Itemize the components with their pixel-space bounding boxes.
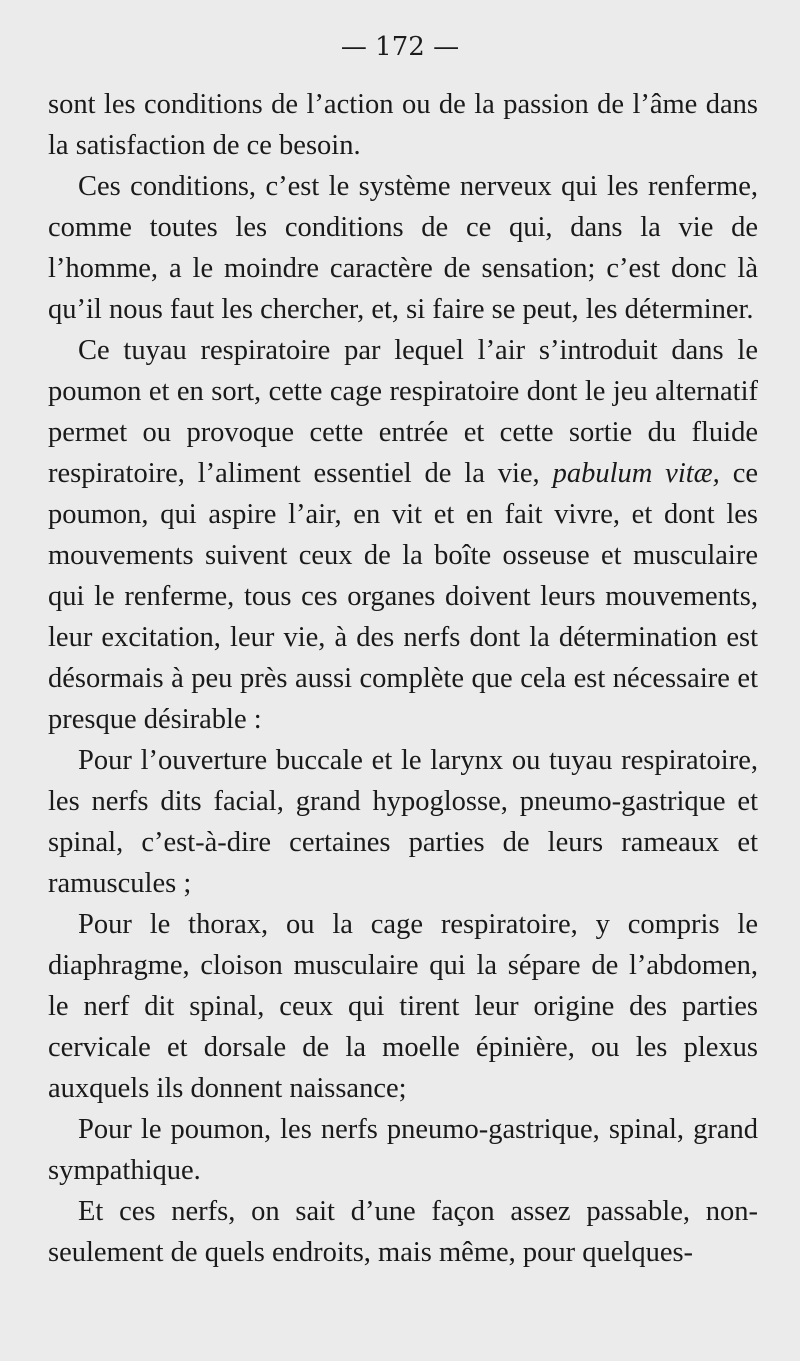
page-number: — 172 — [340,32,460,62]
paragraph-3-text-b: ce poumon, qui aspire l’air, en vit et en fait vivre, et dont les mouvements suivent ceux de la boîte osseuse et musculaire qui le renferme, tous ces organes doivent leurs mouvements, leur excitation, leur vie, à des nerfs dont la détermination est désormais à peu près aussi complète que cela est nécessaire et presque désirable : [48,458,758,735]
paragraph-6: Pour le poumon, les nerfs pneumo-gastrique, spinal, grand sympathique. [48,1114,758,1186]
paragraph-2: Ces conditions, c’est le système nerveux qui les renferme, comme toutes les conditions de ce qui, dans la vie de l’homme, a le moindre caractère de sensation; c’est donc là qu’il nous faut les chercher, et, si faire se peut, les déterminer. [48,171,758,325]
paragraph-3 [48,330,758,740]
paragraph-4: Pour l’ouverture buccale et le larynx ou tuyau respiratoire, les nerfs dits facial, grand hypoglosse, pneumo-gastrique et spinal, c’est-à-dire certaines parties de leurs rameaux et ramuscules ; [48,745,758,899]
paragraph-1: sont les conditions de l’action ou de la passion de l’âme dans la satisfaction de ce besoin. [48,89,758,161]
paragraph-5: Pour le thorax, ou la cage respiratoire, y compris le diaphragme, cloison musculaire qui la sépare de l’abdomen, le nerf dit spinal, ceux qui tirent leur origine des parties cervicale et dorsale de la moelle épinière, ou les plexus auxquels ils donnent naissance; [48,909,758,1104]
page-body [48,84,758,1273]
latin-phrase: pabulum vitæ, [552,458,720,489]
paragraph-3-text-a: Ce tuyau respiratoire par lequel l’air s’introduit dans le poumon et en sort, cette cage respiratoire dont le jeu alternatif permet ou provoque cette entrée et cette sortie du fluide respiratoire, l’aliment essentiel de la vie, [48,335,758,489]
paragraph-7: Et ces nerfs, on sait d’une façon assez passable, non-seulement de quels endroits, mais même, pour quelques- [48,1196,758,1268]
